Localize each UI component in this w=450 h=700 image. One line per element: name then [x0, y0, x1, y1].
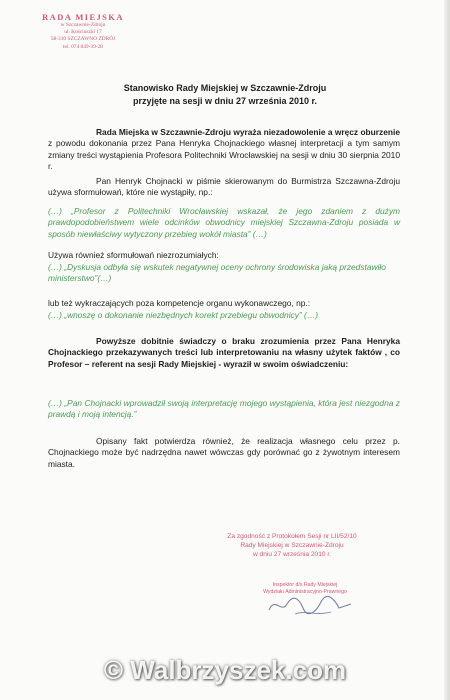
- quote-2: (…) „Dyskusja odbyła się wskutek negatywnej oceny ochrony środowiska jaką przedstawiło ministerstwo”(…): [48, 262, 386, 284]
- handwritten-signature: [265, 592, 355, 618]
- stamp-line: ul. Kościuszki 17: [64, 29, 102, 36]
- heading-line-1: Stanowisko Rady Miejskiej w Szczawnie-Zdroju: [123, 83, 327, 93]
- stamp-line: w Szczawnie-Zdroju: [60, 22, 106, 28]
- paragraph-4: lub też wykraczających poza kompetencje organu wykonawczego, np.:: [48, 298, 311, 308]
- document-heading: [60, 82, 390, 108]
- quote-4: (…) „Pan Chojnacki wprowadził swoją interpretację mojego wystąpienia, która jest niezgodna z prawdą i moją intencją.”: [48, 398, 400, 420]
- inspector-line-2: Wydziału Administracyjno-Prawnego: [263, 589, 347, 595]
- paragraph-2: Pan Henryk Chojnacki w piśmie skierowanym do Burmistrza Szczawna-Zdroju używa sformułowań, które nie wystąpiły, np.:: [48, 176, 400, 198]
- letterhead-stamp: [28, 12, 138, 51]
- page-edge-shadow: [444, 0, 450, 700]
- quote-3: (…) „wnoszę o dokonanie niezbędnych korekt przebiegu obwodnicy” (…): [48, 310, 318, 320]
- watermark-bar: [0, 640, 450, 700]
- paragraph-1: [48, 127, 400, 173]
- certification-block: [222, 532, 362, 560]
- inspector-line-1: Inspektor d/s Rady Miejskiej: [272, 582, 338, 588]
- certification-line-1: Za zgodność z Protokołem Sesji nr LII/52/10: [227, 533, 357, 540]
- heading-line-2: przyjęte na sesji w dniu 27 września 2010 r.: [132, 96, 318, 106]
- stamp-title: RADA MIEJSKA: [42, 12, 124, 22]
- paragraph-5: Powyższe dobitnie świadczy o braku zrozumienia przez Pana Henryka Chojnackiego przekazywanych treści lub interpretowaniu na własny użytek faktów , co Profesor – referent na sesji Rady Miejskiej - wyraził w swoim oświadczeniu:: [48, 336, 400, 369]
- paragraph-6: Opisany fakt potwierdza również, że realizacja własnego celu przez p. Chojnackiego może być nadrzędna nawet wówczas gdy porównać go z żywotnym interesem miasta.: [48, 436, 400, 469]
- paragraph-1-rest: z powodu dokonania przez Pana Henryka Chojnackiego własnej interpretacji a tym samym zmiany treści wystąpienia Profesora Politechniki Wrocławskiej na sesji w dniu 30 sierpnia 2010 r.: [48, 138, 400, 172]
- paragraph-1-bold: Rada Miejska w Szczawnie-Zdroju wyraża niezadowolenie a wręcz oburzenie: [96, 127, 400, 137]
- stamp-line: 58-310 SZCZAWNO ZDRÓJ: [50, 36, 116, 43]
- stamp-line: tel. 074 849-39-28: [63, 43, 103, 50]
- quote-1: (…) „Profesor z Politechniki Wrocławskiej wskazał, że jego zdaniem z dużym prawdopodobieństwem wiele odcinków obwodnicy miejskiej Szczawna-Zdroju posiada w sposób niewłaściwy wytyczony przebieg wokół miasta” (…): [48, 206, 400, 239]
- certification-line-3: w dniu 27 września 2010 r.: [252, 551, 332, 559]
- paragraph-3: Używa również sformułowań niezrozumiałych:: [48, 250, 219, 260]
- watermark-text: © Walbrzyszek.com: [103, 654, 347, 685]
- certification-line-2: Rady Miejskiej w Szczawnie-Zdroju: [240, 542, 344, 550]
